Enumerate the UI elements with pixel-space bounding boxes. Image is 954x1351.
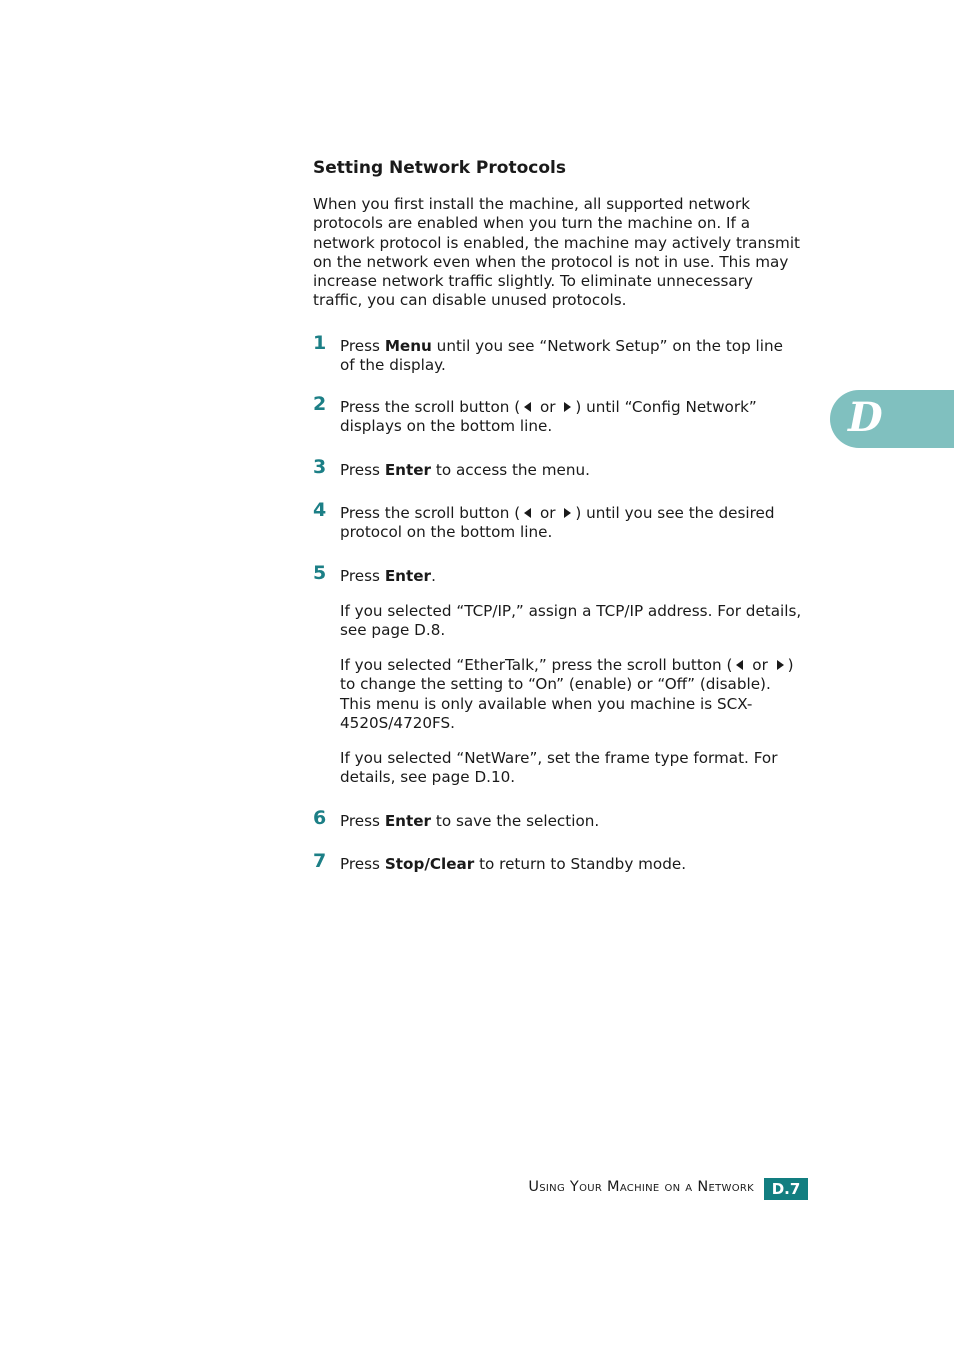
chapter-letter: D <box>848 394 883 441</box>
step-text: Press Stop/Clear to return to Standby mode. <box>340 855 687 873</box>
chapter-tab <box>830 390 954 448</box>
step-number: 3 <box>313 456 327 478</box>
right-arrow-icon <box>564 508 571 518</box>
step-text: Press Enter. <box>340 567 436 585</box>
left-arrow-icon <box>524 402 531 412</box>
right-arrow-icon <box>777 660 784 670</box>
left-arrow-icon <box>524 508 531 518</box>
step-text: Press Enter to save the selection. <box>340 812 600 830</box>
step-text: Press the scroll button ( or ) until you see the desired protocol on the bottom line. <box>340 504 775 542</box>
step-number: 6 <box>313 807 327 829</box>
step-number: 2 <box>313 393 327 415</box>
step-text: Press Enter to access the menu. <box>340 461 590 479</box>
step-number: 7 <box>313 850 327 872</box>
left-arrow-icon <box>736 660 743 670</box>
page-number-badge: D.7 <box>764 1178 808 1200</box>
step-5-note-netware: If you selected “NetWare”, set the frame type format. For details, see page D.10. <box>340 749 778 787</box>
section-heading: Setting Network Protocols <box>313 158 566 178</box>
step-text: Press Menu until you see “Network Setup” on the top line of the display. <box>340 337 783 375</box>
intro-paragraph: When you first install the machine, all supported network protocols are enabled when you turn the machine on. If a network protocol is enabled, the machine may actively transmit on the network even when the protocol is not in use. This may increase network traffic slightly. To eliminate unnecessary traffic, you can disable unused protocols. <box>313 195 800 310</box>
step-number: 5 <box>313 562 327 584</box>
step-number: 4 <box>313 499 327 521</box>
right-arrow-icon <box>564 402 571 412</box>
step-text: Press the scroll button ( or ) until “Config Network” displays on the bottom line. <box>340 398 757 436</box>
footer-chapter-title: Using Your Machine on a Network <box>528 1179 754 1195</box>
step-number: 1 <box>313 332 327 354</box>
step-5-note-ethertalk: If you selected “EtherTalk,” press the scroll button ( or ) to change the setting to “On” (enable) or “Off” (disable). This menu is only available when you machine is SCX-4520S/4720FS. <box>340 656 794 732</box>
step-5-note-tcpip: If you selected “TCP/IP,” assign a TCP/IP address. For details, see page D.8. <box>340 602 802 640</box>
